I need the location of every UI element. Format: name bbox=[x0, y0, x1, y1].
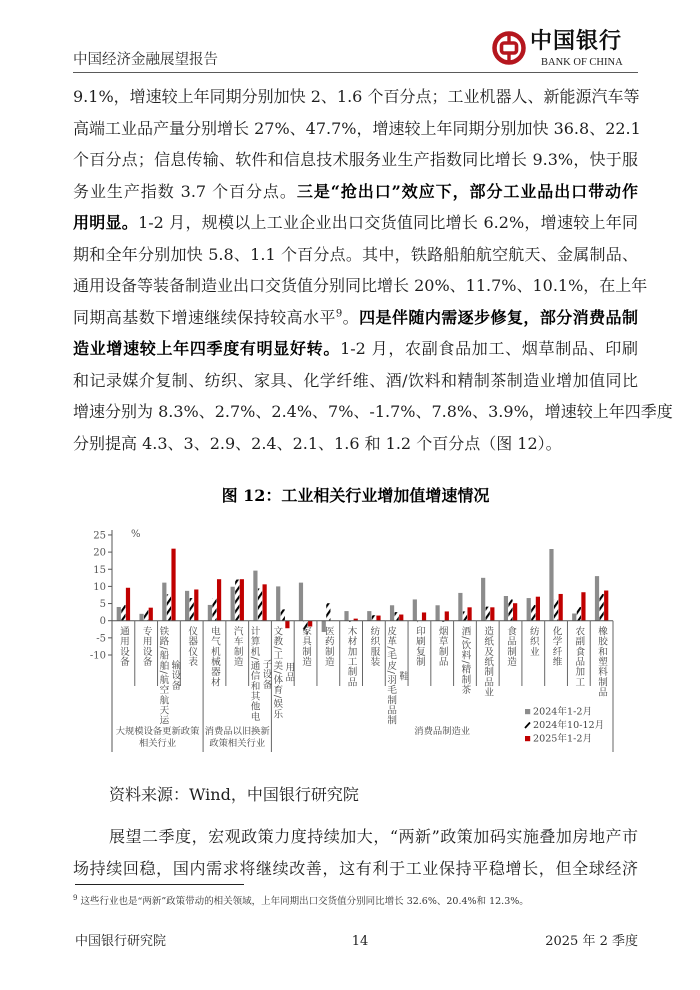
bar-series-3-category-22 bbox=[604, 591, 608, 621]
bar-series-2-category-1 bbox=[121, 605, 125, 621]
y-tick-label: 20 bbox=[93, 547, 106, 559]
category-label-text: 文教/工美/体育/娱乐 bbox=[271, 626, 283, 720]
text-run: 分别提高 4.3、3、2.9、2.4、2.1、1.6 和 1.2 个百分点（图 12）。 bbox=[73, 433, 562, 453]
bar-series-1-category-16 bbox=[458, 593, 462, 621]
bar-series-3-category-16 bbox=[467, 607, 471, 620]
text-run: 增速分别为 8.3%、2.7%、2.4%、7%、-1.7%、7.8%、3.9%，增速较上年四季度 bbox=[73, 402, 673, 421]
category-label-text: 通用设备 bbox=[117, 626, 129, 667]
footnote-divider bbox=[75, 884, 244, 885]
bar-series-3-category-12 bbox=[376, 616, 380, 621]
bar-series-3-category-5 bbox=[217, 579, 221, 621]
category-label bbox=[271, 626, 294, 719]
bar-series-2-category-2 bbox=[144, 610, 148, 621]
bar-series-2-category-5 bbox=[212, 598, 216, 621]
category-group-label-text: 消费品制造业 bbox=[414, 726, 471, 737]
text-run: 高端工业品产量分别增长 27%、47.7%，增速较上年同期分别加快 36.8、22.1 bbox=[73, 118, 641, 138]
bar-series-1-category-11 bbox=[344, 611, 348, 621]
category-label bbox=[476, 626, 499, 697]
category-label-text: 农副食品加工 bbox=[573, 626, 585, 688]
bar-series-1-category-12 bbox=[367, 611, 371, 621]
text-run: 务业生产指数 3.7 个百分点。 bbox=[73, 181, 297, 201]
bar-series-2-category-21 bbox=[577, 607, 581, 621]
footnote-text: 这些行业也是“两新”政策带动的相关领域，上年同期出口交货值分别同比增长 32.6%、20.4%和 12.3%。 bbox=[80, 896, 529, 907]
category-label bbox=[158, 626, 181, 725]
body-paragraph bbox=[73, 821, 638, 885]
footer-publisher: 中国银行研究院 bbox=[75, 934, 167, 949]
category-label bbox=[545, 626, 568, 667]
category-group-label bbox=[112, 726, 203, 749]
category-label bbox=[385, 626, 408, 725]
footnote-reference: 9 bbox=[335, 308, 343, 320]
category-label bbox=[135, 626, 158, 667]
category-group-label-text: 大规模设备更新政策 bbox=[115, 726, 200, 737]
text-run: 1-2 月，农副食品加工、烟草制品、印刷 bbox=[340, 339, 638, 358]
bar-series-1-category-18 bbox=[504, 596, 508, 621]
bar-series-1-category-20 bbox=[549, 549, 553, 621]
category-group-label-text: 相关行业 bbox=[138, 737, 177, 749]
text-line bbox=[73, 821, 638, 853]
bar-series-2-category-13 bbox=[395, 612, 399, 621]
category-label-text: 木材加工制品 bbox=[345, 626, 357, 688]
category-label-text: 皮革/毛皮/羽毛制品制 bbox=[385, 626, 397, 726]
category-label bbox=[431, 626, 454, 667]
bar-series-3-category-1 bbox=[126, 588, 130, 621]
bold-text-run: 三是“抢出口”效应下，部分工业品出口带动作 bbox=[296, 181, 638, 201]
category-label-text: 计算机/通信和其他电 bbox=[248, 626, 260, 722]
category-label-text: 印刷复制 bbox=[413, 626, 425, 667]
text-line bbox=[73, 396, 673, 428]
bar-series-1-category-1 bbox=[117, 607, 121, 621]
category-label bbox=[180, 626, 203, 667]
text-line bbox=[73, 365, 638, 397]
bar-series-2-category-17 bbox=[486, 607, 490, 621]
category-label bbox=[340, 626, 363, 687]
category-label bbox=[112, 626, 135, 667]
category-label bbox=[590, 626, 613, 697]
category-label bbox=[363, 626, 386, 667]
bar-series-1-category-14 bbox=[413, 599, 417, 620]
category-group-label bbox=[203, 726, 271, 749]
text-line bbox=[73, 239, 638, 271]
bar-series-1-category-17 bbox=[481, 578, 485, 621]
text-run: 和记录媒介复制、纺织、家具、化学纤维、酒/饮料和精制茶制造业增加值同比 bbox=[73, 370, 638, 390]
bar-series-2-category-6 bbox=[235, 580, 239, 621]
text-run: 展望二季度，宏观政策力度持续加大，“两新”政策加码实施叠加房地产市 bbox=[109, 827, 638, 846]
report-title: 中国经济金融展望报告 bbox=[73, 52, 218, 68]
bar-series-3-category-6 bbox=[240, 579, 244, 621]
footer-period: 2025 年 2 季度 bbox=[545, 934, 638, 949]
bar-series-2-category-4 bbox=[190, 598, 194, 621]
bar-series-2-category-18 bbox=[508, 599, 512, 620]
bar-series-3-category-2 bbox=[149, 608, 153, 621]
bar-series-3-category-17 bbox=[490, 607, 494, 620]
category-group-label-text: 政策相关行业 bbox=[209, 737, 266, 749]
bar-series-2-category-7 bbox=[258, 588, 262, 620]
bar-series-3-category-3 bbox=[171, 549, 175, 621]
text-line bbox=[73, 113, 641, 145]
category-label bbox=[317, 626, 340, 667]
bar-series-1-category-5 bbox=[208, 605, 212, 621]
y-tick-label: 25 bbox=[93, 530, 106, 542]
bar-series-2-category-3 bbox=[167, 594, 171, 620]
category-label-text: 医药制造 bbox=[322, 626, 334, 667]
body-paragraph bbox=[73, 81, 673, 459]
bar-series-1-category-4 bbox=[185, 591, 189, 621]
legend-label: 2024年10-12月 bbox=[533, 720, 605, 731]
y-tick-label: 15 bbox=[93, 564, 106, 576]
category-label bbox=[567, 626, 590, 687]
bar-series-2-category-22 bbox=[600, 594, 604, 621]
category-label bbox=[522, 626, 545, 657]
bar-series-2-category-12 bbox=[372, 615, 376, 620]
category-label-text: 输设备 bbox=[169, 660, 181, 692]
category-label-text: 酒/饮料/精制茶 bbox=[459, 626, 471, 695]
category-label-text: 家具制造 bbox=[300, 626, 312, 667]
legend-swatch-icon bbox=[525, 709, 530, 714]
category-label bbox=[203, 626, 226, 687]
text-run: 通用设备等装备制造业出口交货值分别同比增长 20%、11.7%、10.1%，在上年 bbox=[73, 276, 648, 295]
category-label-text: 纺织业 bbox=[527, 626, 539, 657]
bold-text-run: 用明显。 bbox=[73, 213, 139, 232]
footnote bbox=[73, 895, 529, 909]
bar-series-1-category-21 bbox=[572, 614, 576, 621]
bar-series-2-category-10 bbox=[326, 603, 330, 620]
category-label-text: 纺织服装 bbox=[368, 626, 380, 667]
category-label-text: 专用设备 bbox=[140, 626, 152, 667]
y-tick-label: -10 bbox=[89, 650, 106, 662]
bar-series-3-category-15 bbox=[445, 611, 449, 620]
y-tick-label: -5 bbox=[96, 633, 106, 645]
category-label-text: 橡胶和塑料制品 bbox=[596, 626, 608, 698]
category-label bbox=[294, 626, 317, 667]
category-label-text: 电气机械器材 bbox=[208, 626, 220, 688]
category-label bbox=[249, 626, 272, 722]
bar-series-1-category-6 bbox=[231, 587, 235, 621]
category-label-text: 子设备 bbox=[260, 658, 272, 690]
bar-series-2-category-19 bbox=[531, 605, 535, 621]
text-line bbox=[73, 853, 638, 885]
text-line bbox=[73, 302, 638, 334]
bar-series-1-category-19 bbox=[527, 598, 531, 621]
bar-series-3-category-18 bbox=[513, 603, 517, 620]
figure-chart bbox=[80, 525, 640, 760]
bank-logo bbox=[492, 28, 638, 72]
bar-series-1-category-2 bbox=[139, 614, 143, 621]
y-tick-label: 10 bbox=[93, 581, 106, 593]
category-label bbox=[226, 626, 249, 667]
category-label bbox=[408, 626, 431, 667]
logo-english-name: BANK OF CHINA bbox=[541, 57, 623, 68]
bar-series-1-category-8 bbox=[276, 586, 280, 620]
category-group-label-text: 消费品以旧换新 bbox=[204, 726, 270, 737]
category-label-text: 用品 bbox=[283, 662, 295, 683]
bar-series-1-category-22 bbox=[595, 576, 599, 621]
legend-label: 2024年1-2月 bbox=[533, 706, 593, 718]
y-axis-unit-label: % bbox=[131, 529, 141, 540]
header-divider bbox=[73, 72, 638, 73]
bank-of-china-emblem-icon bbox=[492, 31, 526, 65]
figure-source: 资料来源：Wind，中国银行研究院 bbox=[109, 785, 359, 804]
text-run: 1-2 月，规模以上工业企业出口交货值同比增长 6.2%，增速较上年同 bbox=[138, 213, 638, 232]
bar-series-3-category-13 bbox=[399, 615, 403, 621]
bar-series-2-category-16 bbox=[463, 611, 467, 620]
category-label-text: 鞋 bbox=[397, 670, 409, 681]
bar-series-1-category-7 bbox=[253, 571, 257, 621]
logo-chinese-name: 中国银行 bbox=[530, 28, 623, 54]
text-run: 。 bbox=[342, 307, 360, 327]
text-run: 场持续回稳，国内需求将继续改善，这有利于工业保持平稳增长，但全球经济 bbox=[73, 859, 638, 878]
category-label bbox=[454, 626, 477, 695]
text-line bbox=[73, 428, 638, 460]
text-run: 9.1%，增速较上年同期分别加快 2、1.6 个百分点；工业机器人、新能源汽车等 bbox=[73, 87, 640, 106]
bar-series-1-category-13 bbox=[390, 605, 394, 620]
category-label-text: 仪器仪表 bbox=[186, 626, 198, 667]
bar-series-3-category-7 bbox=[263, 584, 267, 620]
text-line bbox=[73, 207, 638, 239]
category-label-text: 化学纤维 bbox=[550, 626, 562, 667]
bar-series-1-category-3 bbox=[162, 583, 166, 621]
text-line bbox=[73, 333, 638, 365]
category-label-text: 造纸及纸制品业 bbox=[482, 626, 494, 698]
text-line bbox=[73, 81, 638, 113]
bar-series-3-category-21 bbox=[581, 592, 585, 620]
bar-series-3-category-19 bbox=[536, 597, 540, 621]
bar-series-3-category-4 bbox=[194, 589, 198, 620]
bar-series-2-category-20 bbox=[554, 599, 558, 620]
category-label-text: 烟草制品 bbox=[436, 626, 448, 667]
y-tick-label: 5 bbox=[99, 599, 106, 611]
text-run: 期和全年分别加快 5.8、1.1 个百分点。其中，铁路船舶航空航天、金属制品、 bbox=[73, 244, 638, 264]
category-label-text: 食品制造 bbox=[505, 626, 516, 667]
category-label-text: 汽车制造 bbox=[231, 626, 243, 667]
bar-series-1-category-9 bbox=[299, 583, 303, 621]
bar-series-1-category-15 bbox=[436, 605, 440, 620]
text-line bbox=[73, 144, 638, 176]
y-tick-label: 0 bbox=[99, 616, 106, 628]
text-line bbox=[73, 270, 648, 302]
bar-series-3-category-20 bbox=[559, 594, 563, 621]
page-number: 14 bbox=[351, 934, 369, 949]
footnote-marker: 9 bbox=[73, 893, 78, 902]
bold-text-run: 造业增速较上年四季度有明显好转。 bbox=[73, 339, 341, 358]
text-run: 个百分点；信息传输、软件和信息技术服务业生产指数同比增长 9.3%，快于服 bbox=[73, 150, 638, 169]
bar-series-2-category-8 bbox=[281, 609, 285, 620]
bar-series-3-category-14 bbox=[422, 612, 426, 620]
category-label bbox=[499, 626, 522, 667]
text-run: 同期高基数下增速继续保持较高水平 bbox=[73, 307, 336, 327]
figure-title: 图 12：工业相关行业增加值增速情况 bbox=[221, 486, 490, 505]
text-line bbox=[73, 176, 638, 208]
legend-label: 2025年1-2月 bbox=[533, 733, 593, 745]
bold-text-run: 四是伴随内需逐步修复，部分消费品制 bbox=[359, 307, 638, 327]
category-group-label bbox=[271, 726, 613, 738]
category-label-text: 铁路/船舶/航空航天运 bbox=[157, 626, 169, 726]
